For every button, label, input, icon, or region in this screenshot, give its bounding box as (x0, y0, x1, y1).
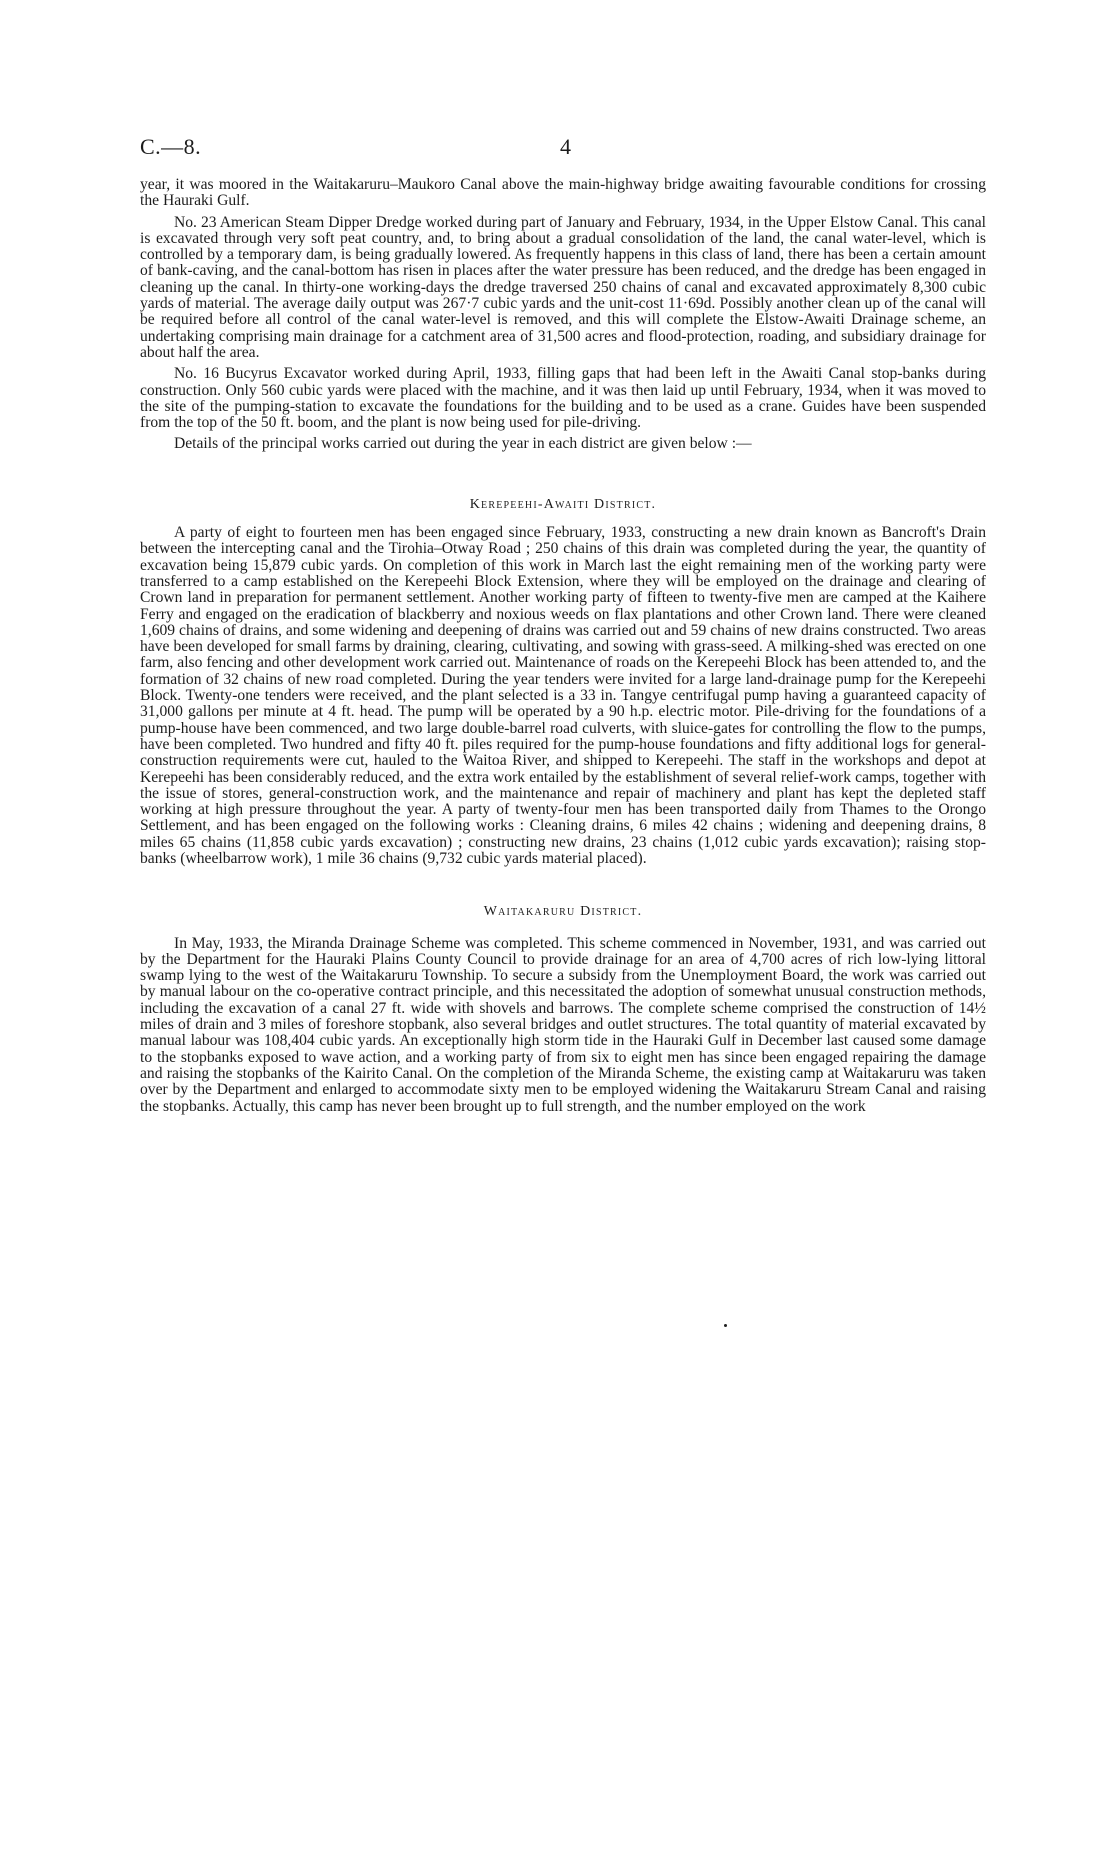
paragraph-waitakaruru: In May, 1933, the Miranda Drainage Scheme was completed. This scheme commenced in November, 1931, and was carried out by the Department for the Hauraki Plains County Council to provide drainage for an area of 4,700 acres of rich low-lying littoral swamp lying to the west of the Waitakaruru Township. To secure a subsidy from the Unemployment Board, the work was carried out by manual labour on the co-operative contract principle, and this necessitated the adoption of somewhat unusual construction methods, including the excavation of a canal 27 ft. wide with shovels and barrows. The complete scheme comprised the construction of 14½ miles of drain and 3 miles of foreshore stopbank, also several bridges and outlet structures. The total quantity of material excavated by manual labour was 108,404 cubic yards. An exceptionally high storm tide in the Hauraki Gulf in December last caused some damage to the stopbanks exposed to wave action, and a working party of from six to eight men has since been engaged repairing the damage and raising the stopbanks of the Kairito Canal. On the completion of the Miranda Scheme, the existing camp at Waitakaruru was taken over by the Department and enlarged to accommodate sixty men to be employed widening the Waitakaruru Stream Canal and raising the stopbanks. Actually, this camp has never been brought up to full strength, and the number employed on the work (140, 934, 986, 1115)
print-speck (724, 1324, 727, 1327)
paragraph-details-intro: Details of the principal works carried out during the year in each district are given below :— (174, 435, 752, 453)
page-number: 4 (560, 134, 571, 159)
continued-paragraph: year, it was moored in the Waitakaruru–Maukoro Canal above the main-highway bridge awaiting favourable conditions for crossing the Hauraki Gulf. (140, 176, 986, 210)
section-heading-waitakaruru: Waitakaruru District. (483, 904, 643, 920)
paragraph-dipper-dredge: No. 23 American Steam Dipper Dredge worked during part of January and February, 1934, in the Upper Elstow Canal. This canal is excavated through very soft peat country, and, to bring about a gradual consolidation of the land, the canal water-level, which is controlled by a temporary dam, is being gradually lowered. As frequently happens in this class of land, there has been a certain amount of bank-caving, and the canal-bottom has risen in places after the water pressure has been reduced, and the dredge has been engaged in cleaning up the canal. In thirty-one working-days the dredge traversed 250 chains of canal and excavated approximately 8,300 cubic yards of material. The average daily output was 267·7 cubic yards and the unit-cost 11·69d. Possibly another clean up of the canal will be required before all control of the canal water-level is removed, and this will complete the Elstow-Awaiti Drainage scheme, an undertaking comprising main drainage for a catchment area of 31,500 acres and flood-protection, roading, and subsidiary drainage for about half the area. (140, 213, 986, 361)
body-text (140, 177, 986, 1120)
document-reference: C.—8. (140, 134, 202, 159)
paragraph-kerepeehi-awaiti: A party of eight to fourteen men has been engaged since February, 1933, constructing a new drain known as Bancroft's Drain between the intercepting canal and the Tirohia–Otway Road ; 250 chains of this drain was completed during the year, the quantity of excavation being 15,879 cubic yards. On completion of this work in March last the eight remaining men of the working party were transferred to a camp established on the Kerepeehi Block Extension, where they will be employed on the drainage and clearing of Crown land in preparation for permanent settlement. Another working party of fifteen to twenty-five men are camped at the Kaihere Ferry and engaged on the eradication of blackberry and noxious weeds on flax plantations and other Crown land. There were cleaned 1,609 chains of drains, and some widening and deepening of drains was carried out and 59 chains of new drains constructed. Two areas have been developed for small farms by draining, clearing, cultivating, and sowing with grass-seed. A milking-shed was erected on one farm, also fencing and other development work carried out. Maintenance of roads on the Kerepeehi Block has been attended to, and the formation of 32 chains of new road completed. During the year tenders were invited for a large land-drainage pump for the Kerepeehi Block. Twenty-one tenders were received, and the plant selected is a 33 in. Tangye centrifugal pump having a guaranteed capacity of 31,000 gallons per minute at 4 ft. head. The pump will be operated by a 90 h.p. electric motor. Pile-driving for the foundations of a pump-house have been commenced, and two large double-barrel road culverts, with sluice-gates for controlling the flow to the pumps, have been completed. Two hundred and fifty 40 ft. piles required for the pump-house foundations and fifty additional logs for general-construction requirements were cut, hauled to the Waitoa River, and shipped to Kerepeehi. The staff in the workshops and depot at Kerepeehi has been considerably reduced, and the extra work entailed by the establishment of several relief-work camps, together with the issue of stores, general-construction work, and the maintenance and repair of machinery and plant has kept the depleted staff working at high pressure throughout the year. A party of twenty-four men has been transported daily from Thames to the Orongo Settlement, and has been engaged on the following works : Cleaning drains, 6 miles 42 chains ; widening and deepening drains, 8 miles 65 chains (11,858 cubic yards excavation) ; constructing new drains, 23 chains (1,012 cubic yards excavation); raising stop-banks (wheelbarrow work), 1 mile 36 chains (9,732 cubic yards material placed). (140, 524, 986, 867)
section-heading-kerepeehi-awaiti: Kerepeehi-Awaiti District. (469, 496, 657, 512)
paragraph-bucyrus-excavator: No. 16 Bucyrus Excavator worked during April, 1933, filling gaps that had been left in the Awaiti Canal stop-banks during construction. Only 560 cubic yards were placed with the machine, and it was then laid up until February, 1934, when it was moved to the site of the pumping-station to excavate the foundations for the building and to be used as a crane. Guides have been suspended from the top of the 50 ft. boom, and the plant is now being used for pile-driving. (140, 365, 986, 432)
